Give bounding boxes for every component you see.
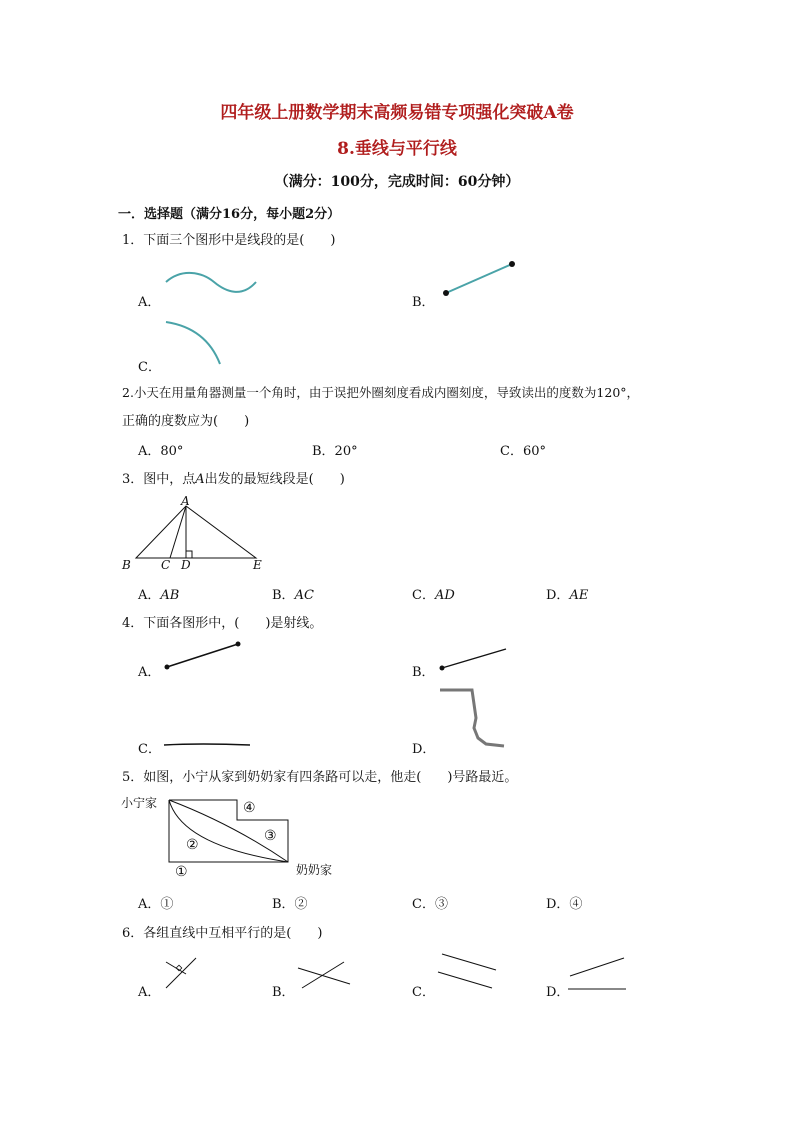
q2-option-b: B．20° bbox=[312, 444, 358, 459]
q4-option-b: B． bbox=[412, 665, 435, 680]
q3-label-b: B bbox=[122, 558, 131, 572]
question-5-stem: 5．如图，小宁从家到奶奶家有四条路可以走，他走( )号路最近。 bbox=[122, 770, 518, 785]
q3-label-a: A bbox=[181, 494, 190, 508]
document-subtitle: 8.垂线与平行线 bbox=[337, 139, 457, 159]
q5-route-label-4: ④ bbox=[243, 800, 256, 816]
q6-perpendicular-lines-figure bbox=[160, 954, 210, 994]
q4-half-line-figure bbox=[436, 644, 516, 674]
q3-label-d: D bbox=[181, 558, 191, 572]
document-title: 四年级上册数学期末高频易错专项强化突破A卷 bbox=[220, 103, 574, 123]
q3-option-c bbox=[412, 584, 455, 603]
q4-ray-figure bbox=[160, 638, 250, 672]
question-6-stem: 6．各组直线中互相平行的是( ) bbox=[122, 926, 323, 941]
q6-option-c: C． bbox=[412, 985, 435, 1000]
q4-option-d: D． bbox=[412, 742, 436, 757]
q4-curved-line-figure bbox=[434, 684, 514, 754]
question-4-stem: 4．下面各图形中，( )是射线。 bbox=[122, 616, 323, 631]
q3-option-c-letter: C． bbox=[412, 588, 435, 603]
q6-parallel-lines-figure bbox=[434, 950, 504, 990]
q5-label-grandma-home: 奶奶家 bbox=[296, 863, 333, 877]
q5-route-label-2: ② bbox=[186, 837, 199, 853]
q3-option-b-letter: B． bbox=[272, 588, 295, 603]
score-info: （满分：100分，完成时间：60分钟） bbox=[274, 174, 520, 190]
q6-intersecting-lines-figure bbox=[294, 960, 354, 990]
q3-option-d-value: AE bbox=[569, 588, 589, 603]
question-3-stem bbox=[122, 468, 345, 487]
q3-label-c: C bbox=[161, 558, 171, 572]
q3-triangle-figure bbox=[120, 494, 270, 574]
question-2-stem-line2: 正确的度数应为( ) bbox=[122, 414, 250, 429]
question-2-stem-line1: 2.小天在用量角器测量一个角时，由于误把外圈刻度看成内圈刻度，导致读出的度数为120°， bbox=[122, 385, 640, 400]
q3-option-a-value: AB bbox=[160, 588, 180, 603]
q3-stem-point: A bbox=[195, 472, 205, 487]
q1-line-segment-figure bbox=[440, 258, 520, 298]
q5-label-home: 小宁家 bbox=[121, 796, 158, 810]
q3-option-a bbox=[138, 584, 179, 603]
q3-option-a-letter: A． bbox=[138, 588, 161, 603]
q1-arc-figure bbox=[162, 318, 232, 368]
q3-option-c-value: AD bbox=[434, 588, 455, 603]
q4-option-c: C． bbox=[138, 742, 161, 757]
q3-option-d-letter: D． bbox=[546, 588, 570, 603]
q3-stem-prefix: 3．图中，点 bbox=[122, 472, 196, 487]
q5-option-c: C．③ bbox=[412, 897, 448, 912]
q1-option-c: C． bbox=[138, 360, 161, 375]
q5-route-label-3: ③ bbox=[264, 828, 277, 844]
q5-route-map-figure bbox=[162, 796, 302, 866]
question-1-stem: 1．下面三个图形中是线段的是( ) bbox=[122, 233, 336, 248]
q2-option-c: C．60° bbox=[500, 444, 546, 459]
q5-option-d: D．④ bbox=[546, 897, 583, 912]
q3-label-e: E bbox=[253, 558, 262, 572]
q6-option-d: D． bbox=[546, 985, 570, 1000]
q1-option-a: A． bbox=[138, 295, 161, 310]
q5-route-label-1: ① bbox=[175, 864, 188, 880]
section-heading: 一．选择题（满分16分，每小题2分） bbox=[118, 207, 341, 222]
q3-option-d bbox=[546, 584, 588, 603]
q3-option-b-value: AC bbox=[294, 588, 314, 603]
q3-stem-suffix: 出发的最短线段是( ) bbox=[204, 472, 345, 487]
q4-line-figure bbox=[160, 740, 260, 750]
q6-option-a: A． bbox=[138, 985, 161, 1000]
q5-option-a: A．① bbox=[138, 897, 174, 912]
q6-converging-lines-figure bbox=[566, 954, 636, 994]
q1-option-b: B． bbox=[412, 295, 435, 310]
q3-option-b bbox=[272, 584, 314, 603]
q1-wavy-curve-figure bbox=[162, 268, 262, 298]
q5-option-b: B．② bbox=[272, 897, 308, 912]
q4-option-a: A． bbox=[138, 665, 161, 680]
q6-option-b: B． bbox=[272, 985, 295, 1000]
q2-option-a: A．80° bbox=[138, 444, 184, 459]
